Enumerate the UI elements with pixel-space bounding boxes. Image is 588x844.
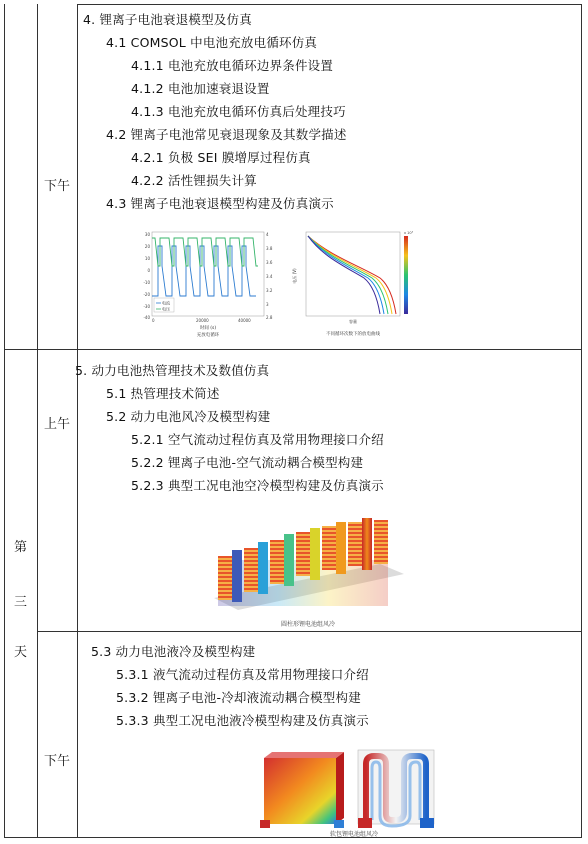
legend-label: 电压 (162, 306, 170, 312)
tick-label: 3.6 (266, 260, 273, 265)
subsection-title: 4.1.1 电池充放电循环边界条件设置 (131, 58, 334, 73)
tick-label: 0 (147, 268, 150, 273)
day-char-2: 三 (14, 595, 28, 610)
subsection-title: 5.2.1 空气流动过程仿真及常用物理接口介绍 (131, 432, 384, 447)
column-divider-period (77, 4, 78, 838)
figure-caption: 充放电循环 (196, 333, 220, 338)
figure-caption: 圆柱形锂电池组风冷 (280, 621, 336, 628)
discharge-curves-figure (290, 226, 418, 338)
section-title: 5.3 动力电池液冷及模型构建 (91, 644, 256, 659)
section-title: 4.3 锂离子电池衰退模型构建及仿真演示 (106, 196, 334, 211)
axis-label: 电压 (V) (292, 268, 297, 284)
subsection-title: 5.3.2 锂离子电池-冷却液流动耦合模型构建 (116, 690, 361, 705)
tick-label: 3.2 (266, 288, 273, 293)
row-divider-2 (37, 631, 582, 632)
schedule-table (4, 4, 582, 838)
tick-label: 20 (144, 244, 150, 249)
tick-label: 40000 (238, 318, 251, 323)
chapter-title: 5. 动力电池热管理技术及数值仿真 (75, 363, 270, 378)
period-label: 下午 (44, 179, 71, 194)
tick-label: 0 (152, 318, 155, 323)
subsection-title: 4.1.3 电池充放电循环仿真后处理技巧 (131, 104, 346, 119)
row-divider-1 (4, 349, 582, 350)
axis-label: 容量 (349, 319, 357, 324)
colorbar-label: x 10³ (404, 231, 414, 235)
section-title: 4.1 COMSOL 中电池充放电循环仿真 (106, 35, 318, 50)
subsection-title: 4.1.2 电池加速衰退设置 (131, 81, 270, 96)
tick-label: 30 (144, 232, 150, 237)
cycle-chart-figure (138, 226, 284, 338)
tick-label: 2.8 (266, 315, 273, 320)
tick-label: 4 (266, 232, 269, 237)
section-title: 4.2 锂离子电池常见衰退现象及其数学描述 (106, 127, 347, 142)
day-char-3: 天 (14, 645, 28, 660)
pouch-pack-figure (258, 744, 448, 838)
tick-label: 20000 (196, 318, 209, 323)
table-border-left (4, 4, 5, 838)
period-label: 上午 (44, 417, 71, 432)
axis-label: 时间 (s) (199, 326, 217, 331)
legend-label: 电流 (162, 300, 170, 306)
tick-label: -10 (143, 280, 150, 285)
subsection-title: 5.3.3 典型工况电池液冷模型构建及仿真演示 (116, 713, 369, 728)
tick-label: 3 (266, 302, 269, 307)
figure-caption: 不同循环次数下的放电曲线 (326, 332, 380, 337)
subsection-title: 5.3.1 液气流动过程仿真及常用物理接口介绍 (116, 667, 369, 682)
tick-label: -20 (143, 292, 150, 297)
table-border-top (77, 4, 582, 5)
tick-label: -40 (143, 315, 150, 320)
tick-label: 3.4 (266, 274, 273, 279)
table-border-right (581, 4, 582, 838)
period-label: 下午 (44, 754, 71, 769)
tick-label: -30 (143, 304, 150, 309)
column-divider-day (37, 4, 38, 838)
section-title: 5.2 动力电池风冷及模型构建 (106, 409, 271, 424)
section-title: 5.1 热管理技术简述 (106, 386, 220, 401)
day-char-1: 第 (14, 540, 28, 555)
chapter-title: 4. 锂离子电池衰退模型及仿真 (83, 12, 252, 27)
tick-label: 3.8 (266, 246, 273, 251)
figure-caption: 软包锂电池组风冷 (329, 831, 379, 838)
cylindrical-pack-figure (208, 516, 408, 628)
subsection-title: 5.2.2 锂离子电池-空气流动耦合模型构建 (131, 455, 364, 470)
subsection-title: 4.2.1 负极 SEI 膜增厚过程仿真 (131, 150, 311, 165)
subsection-title: 4.2.2 活性锂损失计算 (131, 173, 257, 188)
subsection-title: 5.2.3 典型工况电池空冷模型构建及仿真演示 (131, 478, 384, 493)
tick-label: 10 (144, 256, 150, 261)
